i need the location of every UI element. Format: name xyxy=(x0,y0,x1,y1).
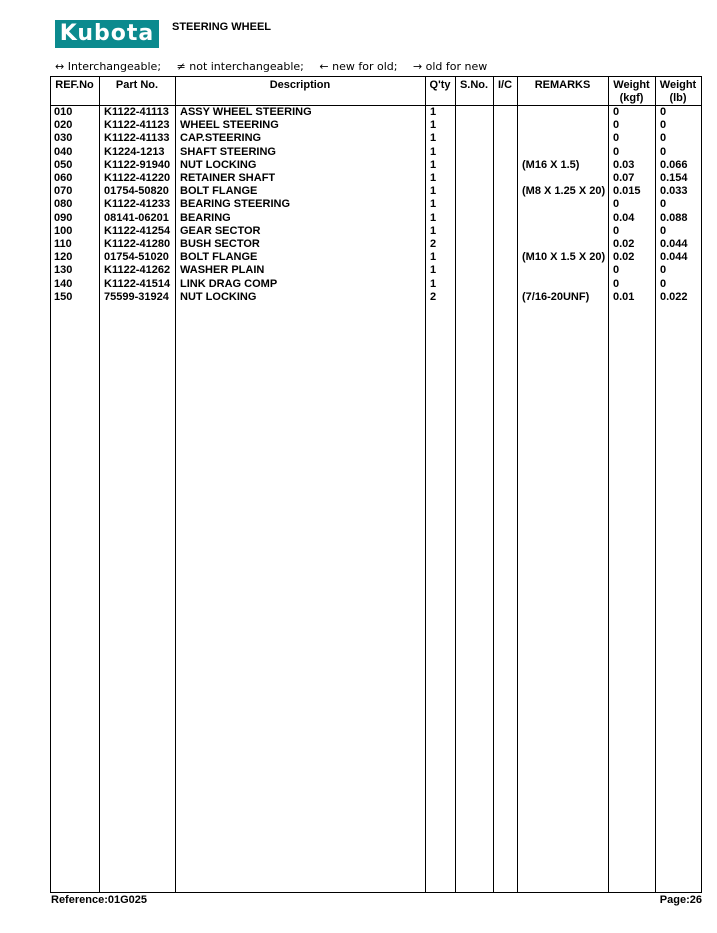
cell-description: ASSY WHEEL STEERING xyxy=(180,106,312,118)
cell-quantity: 1 xyxy=(430,198,437,211)
cell-description: WASHER PLAIN xyxy=(180,264,265,277)
cell-weight-lb: 0.066 xyxy=(660,158,688,171)
legend-not-interchangeable: ≠ not interchangeable; xyxy=(176,60,304,73)
header-part-no: Part No. xyxy=(115,79,159,91)
cell-weight-lb: 0 xyxy=(660,145,667,158)
header-weight-kgf xyxy=(608,79,655,105)
cell-part-no: K1122-41133 xyxy=(104,132,170,145)
cell-weight-kgf: 0.02 xyxy=(613,251,635,264)
cell-remarks: (M8 X 1.25 X 20) xyxy=(522,185,606,198)
cell-quantity: 1 xyxy=(430,224,437,237)
cell-weight-kgf: 0 xyxy=(613,277,620,290)
page-title: STEERING WHEEL xyxy=(172,21,272,33)
cell-ref-no: 120 xyxy=(54,251,73,264)
cell-weight-lb: 0.044 xyxy=(660,238,688,250)
cell-description: NUT LOCKING xyxy=(180,158,257,171)
cell-weight-kgf: 0 xyxy=(613,119,620,132)
cell-quantity: 1 xyxy=(430,172,437,184)
table-row xyxy=(50,291,702,304)
cell-ref-no: 030 xyxy=(54,132,73,145)
table-row xyxy=(50,185,702,198)
cell-ref-no: 130 xyxy=(54,264,73,277)
cell-weight-kgf: 0 xyxy=(613,264,620,277)
cell-remarks: (M10 X 1.5 X 20) xyxy=(522,251,606,264)
cell-weight-kgf: 0 xyxy=(613,106,620,118)
header-serial-no: S.No. xyxy=(459,79,489,91)
cell-weight-lb: 0 xyxy=(660,119,667,132)
cell-quantity: 1 xyxy=(430,132,437,145)
table-row xyxy=(50,106,702,119)
cell-ref-no: 020 xyxy=(54,119,73,132)
cell-weight-kgf: 0.03 xyxy=(613,158,635,171)
cell-quantity: 2 xyxy=(430,238,437,250)
table-row xyxy=(50,159,702,172)
cell-weight-lb: 0 xyxy=(660,132,667,145)
table-row xyxy=(50,146,702,159)
legend-new-for-old: ← new for old; xyxy=(319,60,398,73)
cell-weight-lb: 0.154 xyxy=(660,172,688,184)
cell-weight-lb: 0.022 xyxy=(660,290,688,303)
table-row xyxy=(50,251,702,264)
cell-ref-no: 040 xyxy=(54,145,73,158)
cell-quantity: 1 xyxy=(430,277,437,290)
cell-weight-kgf: 0.01 xyxy=(613,290,635,303)
cell-ref-no: 140 xyxy=(54,277,73,290)
cell-description: SHAFT STEERING xyxy=(180,145,276,158)
cell-remarks: (M16 X 1.5) xyxy=(522,158,580,171)
cell-weight-lb: 0.033 xyxy=(660,185,688,198)
cell-description: CAP.STEERING xyxy=(180,132,262,145)
cell-weight-kgf: 0.015 xyxy=(613,185,641,198)
cell-quantity: 1 xyxy=(430,158,437,171)
header-weight-lb xyxy=(655,79,701,105)
table-row xyxy=(50,119,702,132)
cell-part-no: 75599-31924 xyxy=(104,290,169,303)
table-row xyxy=(50,278,702,291)
cell-description: WHEEL STEERING xyxy=(180,119,279,132)
table-row xyxy=(50,212,702,225)
cell-ref-no: 090 xyxy=(54,211,73,224)
cell-ref-no: 010 xyxy=(54,106,73,118)
cell-weight-kgf: 0 xyxy=(613,224,620,237)
cell-description: NUT LOCKING xyxy=(180,290,257,303)
cell-ref-no: 080 xyxy=(54,198,73,211)
page-number: Page:26 xyxy=(659,894,702,906)
cell-quantity: 1 xyxy=(430,211,437,224)
cell-weight-lb: 0 xyxy=(660,277,667,290)
interchangeability-legend xyxy=(55,60,499,73)
table-row xyxy=(50,172,702,185)
cell-weight-kgf: 0 xyxy=(613,145,620,158)
cell-quantity: 1 xyxy=(430,119,437,132)
cell-weight-kgf: 0 xyxy=(613,132,620,145)
table-row xyxy=(50,198,702,211)
table-row xyxy=(50,264,702,277)
cell-quantity: 1 xyxy=(430,145,437,158)
cell-weight-lb: 0 xyxy=(660,264,667,277)
cell-ref-no: 110 xyxy=(54,238,72,250)
header-remarks: REMARKS xyxy=(534,79,591,91)
cell-part-no: K1122-41514 xyxy=(104,277,171,290)
header-ic: I/C xyxy=(497,79,513,91)
cell-quantity: 1 xyxy=(430,264,437,277)
cell-description: RETAINER SHAFT xyxy=(180,172,276,184)
header-weight-lb-line2: (lb) xyxy=(669,92,687,104)
parts-table xyxy=(50,76,702,893)
cell-part-no: K1122-41233 xyxy=(104,198,171,211)
cell-description: GEAR SECTOR xyxy=(180,224,261,237)
cell-part-no: 01754-50820 xyxy=(104,185,169,198)
cell-description: BOLT FLANGE xyxy=(180,185,258,198)
cell-quantity: 1 xyxy=(430,106,437,118)
cell-ref-no: 070 xyxy=(54,185,73,198)
header-description: Description xyxy=(269,79,331,91)
cell-remarks: (7/16-20UNF) xyxy=(522,290,590,303)
kubota-logo: Kubota xyxy=(55,20,159,48)
table-row xyxy=(50,132,702,145)
cell-part-no: K1122-41220 xyxy=(104,172,171,184)
cell-weight-kgf: 0.02 xyxy=(613,238,635,250)
cell-description: BEARING xyxy=(180,211,231,224)
cell-part-no: K1122-41280 xyxy=(104,238,171,250)
header-weight-lb-line1: Weight xyxy=(659,79,697,91)
cell-description: BUSH SECTOR xyxy=(180,238,260,250)
legend-interchangeable: ↔ Interchangeable; xyxy=(55,60,162,73)
cell-part-no: K1122-41262 xyxy=(104,264,171,277)
header-ref-no: REF.No xyxy=(55,79,94,91)
cell-ref-no: 100 xyxy=(54,224,73,237)
cell-weight-lb: 0 xyxy=(660,224,667,237)
cell-weight-kgf: 0.04 xyxy=(613,211,635,224)
header-quantity: Q'ty xyxy=(429,79,451,91)
cell-ref-no: 050 xyxy=(54,158,73,171)
cell-weight-lb: 0 xyxy=(660,198,667,211)
legend-old-for-new: → old for new xyxy=(412,60,488,73)
cell-quantity: 1 xyxy=(430,185,437,198)
cell-part-no: 01754-51020 xyxy=(104,251,169,264)
cell-part-no: K1122-41123 xyxy=(104,119,170,132)
cell-ref-no: 150 xyxy=(54,290,73,303)
cell-part-no: K1122-91940 xyxy=(104,158,171,171)
cell-part-no: K1122-41113 xyxy=(104,106,169,118)
header-weight-kgf-line1: Weight xyxy=(613,79,650,91)
cell-description: BEARING STEERING xyxy=(180,198,291,211)
header-weight-kgf-line2: (kgf) xyxy=(619,92,644,104)
cell-quantity: 1 xyxy=(430,251,437,264)
cell-weight-lb: 0.044 xyxy=(660,251,688,264)
cell-ref-no: 060 xyxy=(54,172,73,184)
cell-description: BOLT FLANGE xyxy=(180,251,258,264)
cell-part-no: 08141-06201 xyxy=(104,211,169,224)
cell-weight-lb: 0 xyxy=(660,106,667,118)
cell-description: LINK DRAG COMP xyxy=(180,277,278,290)
reference-code: Reference:01G025 xyxy=(51,894,148,906)
table-row xyxy=(50,238,702,251)
cell-weight-lb: 0.088 xyxy=(660,211,688,224)
table-row xyxy=(50,225,702,238)
cell-part-no: K1122-41254 xyxy=(104,224,171,237)
cell-weight-kgf: 0.07 xyxy=(613,172,635,184)
cell-part-no: K1224-1213 xyxy=(104,145,165,158)
cell-weight-kgf: 0 xyxy=(613,198,620,211)
cell-quantity: 2 xyxy=(430,290,437,303)
